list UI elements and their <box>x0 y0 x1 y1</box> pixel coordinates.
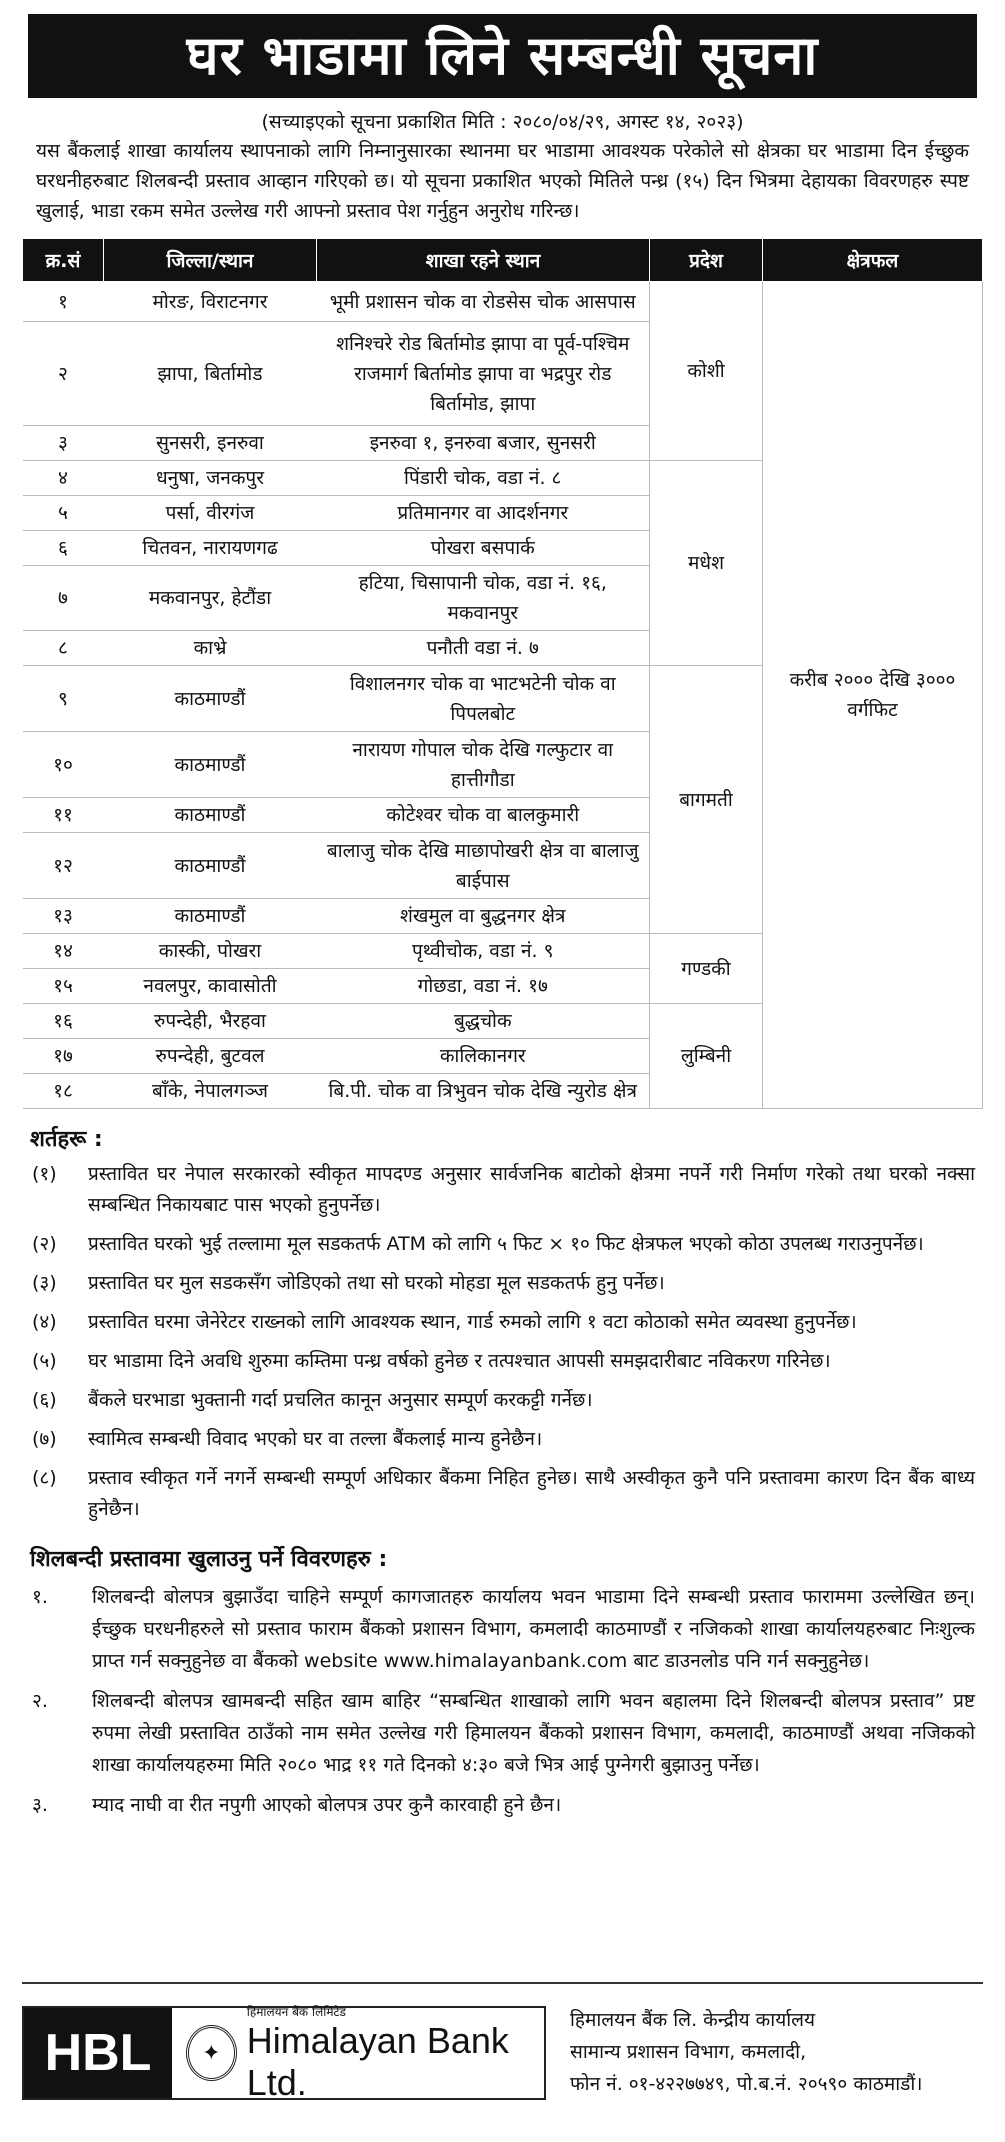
row-location: पृथ्वीचोक, वडा नं. ९ <box>317 934 650 969</box>
row-sn: १८ <box>23 1074 104 1109</box>
row-location: पोखरा बसपार्क <box>317 531 650 566</box>
row-sn: ४ <box>23 461 104 496</box>
conditions-list <box>22 1159 983 1525</box>
row-location: बालाजु चोक देखि माछापोखरी क्षेत्र वा बालाजु बाईपास <box>317 833 650 899</box>
row-location: भूमी प्रशासन चोक वा रोडसेस चोक आसपास <box>317 282 650 322</box>
detail-item <box>32 1581 975 1677</box>
row-location: बि.पी. चोक वा त्रिभुवन चोक देखि न्युरोड क्षेत्र <box>317 1074 650 1109</box>
condition-item-number: (६) <box>32 1389 57 1411</box>
office-contact: फोन नं. ०१-४२२७७४९, पो.ब.नं. २०५९० काठमाडौं। <box>570 2073 923 2095</box>
row-district: काठमाण्डौं <box>104 899 317 934</box>
detail-item-text: शिलबन्दी बोलपत्र बुझाउँदा चाहिने सम्पूर्ण कागजातहरु कार्यालय भवन भाडामा दिने सम्बन्धी प्रस्ताव फाराममा उल्लेखित छन्। ईच्छुक घरधनीहरुले सो प्रस्ताव फाराम बैंकको प्रशासन विभाग, कमलादी काठमाण्डौं र नजिकको शाखा कार्यालयहरुबाट निःशुल्क प्राप्त गर्न सक्नुहुनेछ वा बैंकको website www.himalayanbank.com बाट डाउनलोड पनि गर्न सक्नुहुनेछ। <box>92 1586 975 1672</box>
header-location: शाखा रहने स्थान <box>317 239 650 282</box>
office-name: हिमालयन बैंक लि. केन्द्रीय कार्यालय <box>570 2009 816 2031</box>
row-province: कोशी <box>650 282 763 461</box>
row-district: काठमाण्डौं <box>104 833 317 899</box>
condition-item <box>32 1229 975 1260</box>
row-sn: ७ <box>23 566 104 631</box>
condition-item-text: प्रस्तावित घर मुल सडकसँग जोडिएको तथा सो घरको मोहडा मूल सडकतर्फ हुनु पर्नेछ। <box>88 1272 665 1294</box>
row-sn: १ <box>23 282 104 322</box>
row-district: रुपन्देही, भैरहवा <box>104 1004 317 1039</box>
row-location: शनिश्चरे रोड बिर्तामोड झापा वा पूर्व-पश्चिम राजमार्ग बिर्तामोड झापा वा भद्रपुर रोड बिर्तामोड, झापा <box>317 322 650 426</box>
condition-item-number: (५) <box>32 1350 57 1372</box>
row-district: काठमाण्डौं <box>104 798 317 833</box>
row-province: लुम्बिनी <box>650 1004 763 1109</box>
row-district: मकवानपुर, हेटौंडा <box>104 566 317 631</box>
condition-item <box>32 1159 975 1221</box>
row-sn: १५ <box>23 969 104 1004</box>
header-area: क्षेत्रफल <box>763 239 983 282</box>
row-sn: १३ <box>23 899 104 934</box>
row-location: प्रतिमानगर वा आदर्शनगर <box>317 496 650 531</box>
detail-item <box>32 1789 975 1821</box>
condition-item <box>32 1346 975 1377</box>
row-sn: ५ <box>23 496 104 531</box>
condition-item-text: प्रस्ताव स्वीकृत गर्ने नगर्ने सम्बन्धी सम्पूर्ण अधिकार बैंकमा निहित हुनेछ। साथै अस्वीकृत कुनै पनि प्रस्तावमा कारण दिन बैंक बाध्य हुनेछैन। <box>88 1467 975 1520</box>
row-location: गोछडा, वडा नं. १७ <box>317 969 650 1004</box>
row-sn: १२ <box>23 833 104 899</box>
condition-item-text: घर भाडामा दिने अवधि शुरुमा कम्तिमा पन्ध्र वर्षको हुनेछ र तत्पश्चात आपसी समझदारीबाट नविकरण गरिनेछ। <box>88 1350 831 1372</box>
footer <box>22 1982 983 2124</box>
intro-paragraph: यस बैंकलाई शाखा कार्यालय स्थापनाको लागि निम्नानुसारका स्थानमा घर भाडामा आवश्यक परेकोले सो क्षेत्रका घर भाडामा दिन ईच्छुक घरधनीहरुबाट शिलबन्दी प्रस्ताव आव्हान गरिएको छ। यो सूचना प्रकाशित भएको मितिले पन्ध्र (१५) दिन भित्रमा देहायका विवरणहरु स्पष्ट खुलाई, भाडा रकम समेत उल्लेख गरी आफ्नो प्रस्ताव पेश गर्नुहुन अनुरोध गरिन्छ। <box>36 140 969 222</box>
bank-logo <box>22 2004 546 2103</box>
condition-item-number: (१) <box>32 1163 57 1185</box>
row-location: इनरुवा १, इनरुवा बजार, सुनसरी <box>317 426 650 461</box>
detail-item-number: १. <box>32 1586 48 1608</box>
row-district: धनुषा, जनकपुर <box>104 461 317 496</box>
condition-item-number: (८) <box>32 1467 57 1489</box>
correction-date: (सच्याइएको सूचना प्रकाशित मिति : २०८०/०४/२९, अगस्ट १४, २०२३) <box>261 111 744 133</box>
condition-item <box>32 1463 975 1525</box>
bank-seal-icon: ✦ <box>186 2025 237 2081</box>
row-sn: १० <box>23 732 104 798</box>
header-district: जिल्ला/स्थान <box>104 239 317 282</box>
header-sn: क्र.सं <box>23 239 104 282</box>
row-district: नवलपुर, कावासोती <box>104 969 317 1004</box>
row-sn: ९ <box>23 666 104 732</box>
table-header-row <box>23 239 983 282</box>
condition-item-number: (४) <box>32 1311 57 1333</box>
row-location: शंखमुल वा बुद्धनगर क्षेत्र <box>317 899 650 934</box>
row-province: गण्डकी <box>650 934 763 1004</box>
row-sn: २ <box>23 322 104 426</box>
conditions-heading: शर्तहरू : <box>30 1127 103 1152</box>
detail-item <box>32 1685 975 1781</box>
condition-item <box>32 1268 975 1299</box>
row-province: मधेश <box>650 461 763 666</box>
condition-item-number: (२) <box>32 1233 57 1255</box>
condition-item <box>32 1424 975 1455</box>
row-location: पनौती वडा नं. ७ <box>317 631 650 666</box>
row-district: रुपन्देही, बुटवल <box>104 1039 317 1074</box>
row-district: बाँके, नेपालगञ्ज <box>104 1074 317 1109</box>
row-sn: ११ <box>23 798 104 833</box>
row-province: बागमती <box>650 666 763 934</box>
row-area: करीब २००० देखि ३००० वर्गफिट <box>763 282 983 1109</box>
row-location: कालिकानगर <box>317 1039 650 1074</box>
detail-item-number: ३. <box>32 1794 48 1816</box>
row-sn: १७ <box>23 1039 104 1074</box>
row-sn: १४ <box>23 934 104 969</box>
row-district: काठमाण्डौं <box>104 666 317 732</box>
row-location: हटिया, चिसापानी चोक, वडा नं. १६, मकवानपुर <box>317 566 650 631</box>
office-department: सामान्य प्रशासन विभाग, कमलादी, <box>570 2041 807 2063</box>
detail-item-number: २. <box>32 1690 48 1712</box>
condition-item-text: प्रस्तावित घरमा जेनेरेटर राख्नको लागि आवश्यक स्थान, गार्ड रुमको लागि १ वटा कोठाको समेत व्यवस्था हुनुपर्नेछ। <box>88 1311 857 1333</box>
detail-item-text: शिलबन्दी बोलपत्र खामबन्दी सहित खाम बाहिर “सम्बन्धित शाखाको लागि भवन बहालमा दिने शिलबन्दी बोलपत्र प्रस्ताव” प्रष्ट रुपमा लेखी प्रस्तावित ठाउँको नाम समेत उल्लेख गरी हिमालयन बैंकको प्रशासन विभाग, कमलादी, काठमाण्डौं अथवा नजिकको शाखा कार्यालयहरुमा मिति २०८० भाद्र ११ गते दिनको ४:३० बजे भित्र आई पुग्नेगरी बुझाउनु पर्नेछ। <box>92 1690 975 1776</box>
condition-item <box>32 1307 975 1338</box>
header-province: प्रदेश <box>650 239 763 282</box>
detail-item-text: म्याद नाघी वा रीत नपुगी आएको बोलपत्र उपर कुनै कारवाही हुने छैन। <box>92 1794 562 1816</box>
condition-item-text: बैंकले घरभाडा भुक्तानी गर्दा प्रचलित कानून अनुसार सम्पूर्ण करकट्टी गर्नेछ। <box>88 1389 593 1411</box>
details-list <box>22 1581 983 1821</box>
condition-item-text: प्रस्तावित घरको भुई तल्लामा मूल सडकतर्फ ATM को लागि ५ फिट × १० फिट क्षेत्रफल भएको कोठा उपलब्ध गराउनुपर्नेछ। <box>88 1233 924 1255</box>
row-sn: ८ <box>23 631 104 666</box>
notice-title: घर भाडामा लिने सम्बन्धी सूचना <box>28 14 977 98</box>
row-district: पर्सा, वीरगंज <box>104 496 317 531</box>
row-sn: ३ <box>23 426 104 461</box>
row-location: बुद्धचोक <box>317 1004 650 1039</box>
row-district: कास्की, पोखरा <box>104 934 317 969</box>
row-district: चितवन, नारायणगढ <box>104 531 317 566</box>
table-row <box>23 282 983 322</box>
row-location: कोटेश्वर चोक वा बालकुमारी <box>317 798 650 833</box>
condition-item-number: (७) <box>32 1428 57 1450</box>
row-location: विशालनगर चोक वा भाटभटेनी चोक वा पिपलबोट <box>317 666 650 732</box>
row-district: काठमाण्डौं <box>104 732 317 798</box>
condition-item-text: प्रस्तावित घर नेपाल सरकारको स्वीकृत मापदण्ड अनुसार सार्वजनिक बाटोको क्षेत्रमा नपर्ने गरी निर्माण गरेको तथा घरको नक्सा सम्बन्धित निकायबाट पास भएको हुनुपर्नेछ। <box>88 1163 975 1216</box>
row-district: झापा, बिर्तामोड <box>104 322 317 426</box>
details-heading: शिलबन्दी प्रस्तावमा खुलाउनु पर्ने विवरणहरु : <box>30 1547 388 1572</box>
bank-name-nepali: हिमालयन बैंक लिमिटेड <box>246 2004 346 2019</box>
branch-table <box>22 238 983 1109</box>
row-sn: १६ <box>23 1004 104 1039</box>
row-sn: ६ <box>23 531 104 566</box>
condition-item-number: (३) <box>32 1272 57 1294</box>
row-district: काभ्रे <box>104 631 317 666</box>
row-district: मोरङ, विराटनगर <box>104 282 317 322</box>
condition-item <box>32 1385 975 1416</box>
office-address <box>570 2004 922 2100</box>
row-district: सुनसरी, इनरुवा <box>104 426 317 461</box>
hbl-logo: HBL <box>24 2008 172 2098</box>
condition-item-text: स्वामित्व सम्बन्धी विवाद भएको घर वा तल्ला बैंकलाई मान्य हुनेछैन। <box>88 1428 543 1450</box>
bank-name: Himalayan Bank Ltd. <box>246 2019 509 2103</box>
table-body <box>23 282 983 1109</box>
row-location: नारायण गोपाल चोक देखि गल्फुटार वा हात्तीगौडा <box>317 732 650 798</box>
row-location: पिंडारी चोक, वडा नं. ८ <box>317 461 650 496</box>
